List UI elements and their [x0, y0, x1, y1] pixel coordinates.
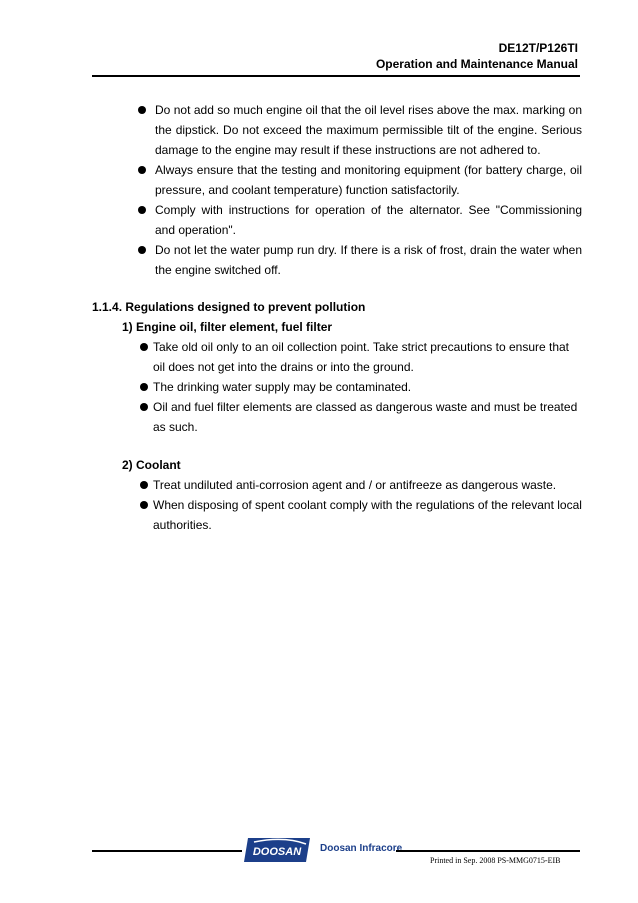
- doosan-logo-icon: [244, 838, 310, 862]
- list-item: Do not let the water pump run dry. If there is a risk of frost, drain the water when the engine switched off.: [138, 240, 582, 280]
- page-header: [376, 40, 578, 72]
- footer-rule-left: [92, 850, 242, 852]
- list-item: Treat undiluted anti-corrosion agent and / or antifreeze as dangerous waste.: [140, 475, 582, 495]
- list-item: The drinking water supply may be contaminated.: [140, 377, 582, 397]
- subsection-heading-coolant: 2) Coolant: [122, 458, 181, 472]
- coolant-list: [140, 475, 582, 535]
- precaution-list: [138, 100, 582, 280]
- footer-rule-right: [396, 850, 580, 852]
- list-item: Always ensure that the testing and monitoring equipment (for battery charge, oil pressure, and coolant temperature) function satisfactorily.: [138, 160, 582, 200]
- list-item: When disposing of spent coolant comply with the regulations of the relevant local authorities.: [140, 495, 582, 535]
- logo-text: DOOSAN: [252, 846, 302, 858]
- list-item: Comply with instructions for operation of the alternator. See "Commissioning and operation".: [138, 200, 582, 240]
- brand-name: Doosan Infracore: [320, 843, 403, 854]
- header-model: DE12T/P126TI: [498, 41, 578, 55]
- page-content: [92, 100, 582, 535]
- header-rule: [92, 75, 580, 77]
- header-manual-title: Operation and Maintenance Manual: [375, 57, 578, 71]
- list-item: Oil and fuel filter elements are classed as dangerous waste and must be treated as such.: [140, 397, 582, 437]
- section-heading: 1.1.4. Regulations designed to prevent pollution: [92, 300, 366, 314]
- list-item: Take old oil only to an oil collection point. Take strict precautions to ensure that oil does not get into the drains or into the ground.: [140, 337, 582, 377]
- oil-list: [140, 337, 582, 437]
- subsection-heading-oil: 1) Engine oil, filter element, fuel filter: [122, 320, 333, 334]
- list-item: Do not add so much engine oil that the oil level rises above the max. marking on the dipstick. Do not exceed the maximum permissible tilt of the engine. Serious damage to the engine may result if these instructions are not adhered to.: [138, 100, 582, 160]
- print-info: Printed in Sep. 2008 PS-MMG0715-EIB: [430, 856, 561, 865]
